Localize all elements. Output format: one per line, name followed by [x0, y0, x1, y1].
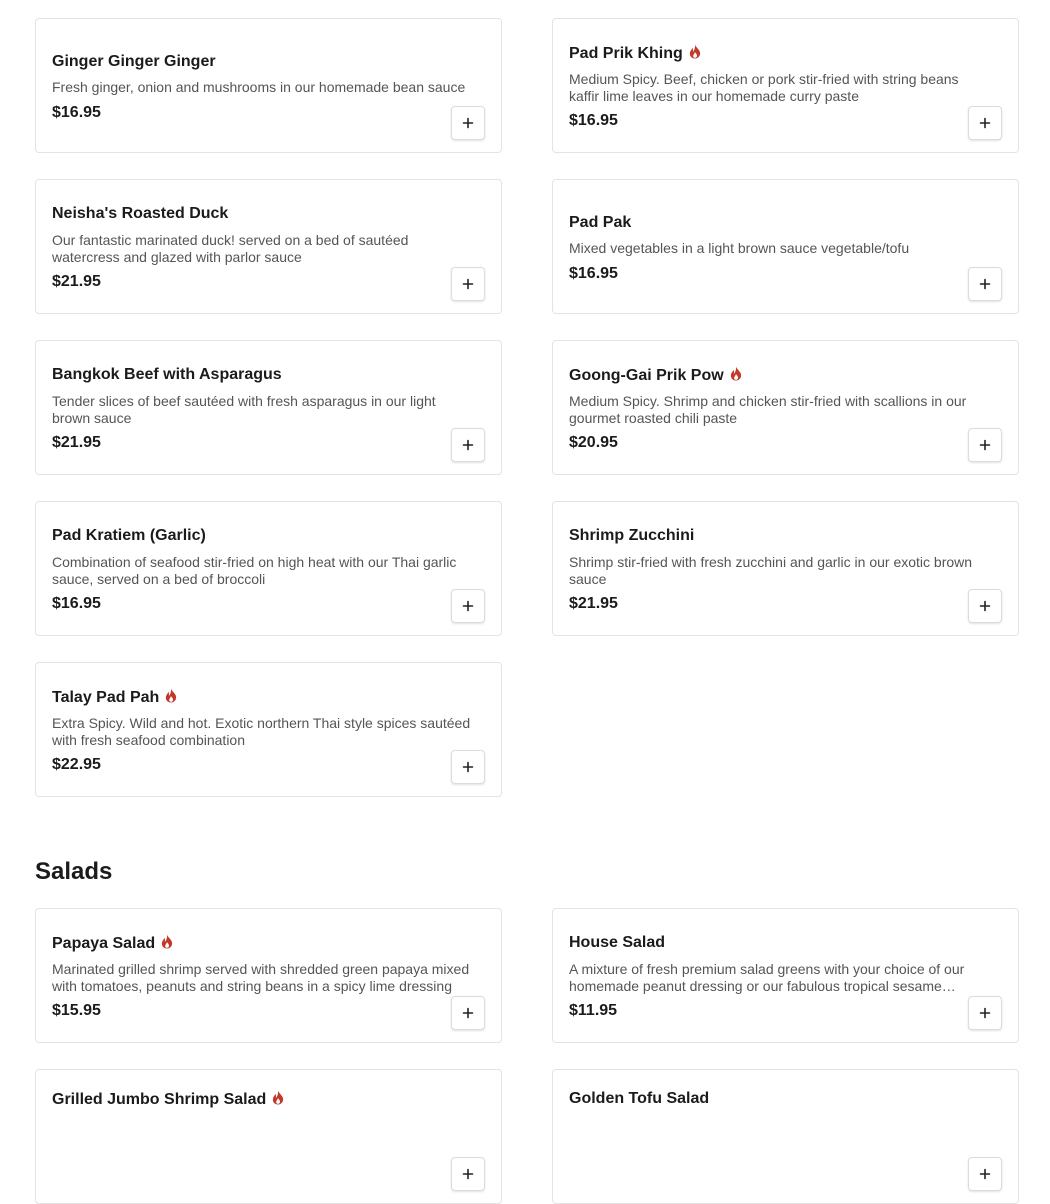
add-to-cart-button[interactable]: [451, 106, 485, 140]
add-to-cart-button[interactable]: [451, 589, 485, 623]
menu-item-price: $22.95: [52, 756, 101, 773]
menu-item-card-house-salad[interactable]: [552, 908, 1019, 1043]
menu-item-name: [52, 934, 173, 954]
menu-item-name-text: Pad Prik Khing: [569, 45, 683, 62]
menu-item-card-bangkok-beef-with-asparagus[interactable]: [35, 340, 502, 475]
menu-item-description: Medium Spicy. Beef, chicken or pork stir-fried with string beans kaffir lime leaves in our homemade curry paste: [569, 71, 959, 104]
menu-item-price: $16.95: [569, 112, 618, 129]
flame-icon: [689, 44, 701, 64]
menu-item-card-talay-pad-pah[interactable]: [35, 662, 502, 797]
menu-item-card-pad-kratiem-garlic[interactable]: [35, 501, 502, 636]
flame-icon: [165, 688, 177, 708]
menu-item-name-text: Neisha's Roasted Duck: [52, 205, 229, 222]
menu-item-name-text: Ginger Ginger Ginger: [52, 53, 216, 70]
add-to-cart-button[interactable]: [451, 750, 485, 784]
menu-item-card-pad-pak[interactable]: [552, 179, 1019, 314]
menu-item-description: Tender slices of beef sautéed with fresh asparagus in our light brown sauce: [52, 393, 436, 426]
add-to-cart-button[interactable]: [451, 1157, 485, 1191]
menu-item-price: $16.95: [52, 595, 101, 612]
menu-item-name-text: Papaya Salad: [52, 935, 156, 952]
flame-icon: [161, 934, 173, 954]
menu-item-name-text: Goong-Gai Prik Pow: [569, 367, 724, 384]
plus-icon: [979, 1168, 991, 1180]
plus-icon: [462, 278, 474, 290]
add-to-cart-button[interactable]: [968, 589, 1002, 623]
menu-item-name: [52, 527, 206, 545]
add-to-cart-button[interactable]: [968, 428, 1002, 462]
menu-item-name: [52, 366, 282, 384]
menu-item-description: A mixture of fresh premium salad greens with your choice of our homemade peanut dressing or our fabulous tropical sesame: [569, 961, 965, 994]
menu-item-price: $21.95: [569, 595, 618, 612]
plus-icon: [462, 117, 474, 129]
plus-icon: [979, 278, 991, 290]
menu-item-name-text: Shrimp Zucchini: [569, 527, 695, 544]
add-to-cart-button[interactable]: [968, 1157, 1002, 1191]
menu-item-name-text: Grilled Jumbo Shrimp Salad: [52, 1091, 267, 1108]
menu-item-description: Fresh ginger, onion and mushrooms in our homemade bean sauce: [52, 79, 466, 95]
menu-item-description: Marinated grilled shrimp served with shredded green papaya mixed with tomatoes, peanuts and string beans in a spicy lime dressing: [52, 961, 470, 994]
menu-item-card-golden-tofu-salad[interactable]: [552, 1069, 1019, 1204]
menu-item-price: $16.95: [52, 104, 101, 121]
plus-icon: [462, 1007, 474, 1019]
menu-item-description: Medium Spicy. Shrimp and chicken stir-fried with scallions in our gourmet roasted chili paste: [569, 393, 967, 426]
plus-icon: [462, 1168, 474, 1180]
add-to-cart-button[interactable]: [968, 106, 1002, 140]
menu-item-name-text: Pad Kratiem (Garlic): [52, 527, 206, 544]
menu-item-name-text: House Salad: [569, 934, 666, 951]
menu-item-card-shrimp-zucchini[interactable]: [552, 501, 1019, 636]
add-to-cart-button[interactable]: [451, 267, 485, 301]
menu-item-description: Our fantastic marinated duck! served on a bed of sautéed watercress and glazed with parlor sauce: [52, 232, 409, 265]
menu-item-description: Combination of seafood stir-fried on high heat with our Thai garlic sauce, served on a bed of broccoli: [52, 554, 457, 587]
menu-item-name: [569, 527, 694, 545]
menu-item-name: [52, 205, 228, 223]
add-to-cart-button[interactable]: [451, 996, 485, 1030]
menu-item-price: $11.95: [569, 1002, 618, 1019]
flame-icon: [730, 366, 742, 386]
menu-item-name-text: Golden Tofu Salad: [569, 1090, 710, 1107]
menu-item-description: Mixed vegetables in a light brown sauce vegetable/tofu: [569, 240, 910, 256]
add-to-cart-button[interactable]: [968, 267, 1002, 301]
menu-item-name: [52, 53, 216, 71]
menu-item-name: [569, 1090, 709, 1108]
menu-item-name: [569, 214, 631, 232]
menu-item-card-grilled-jumbo-shrimp-salad[interactable]: [35, 1069, 502, 1204]
menu-item-name-text: Pad Pak: [569, 214, 632, 231]
menu-item-description: Extra Spicy. Wild and hot. Exotic northern Thai style spices sautéed with fresh seafood combination: [52, 715, 471, 748]
plus-icon: [979, 117, 991, 129]
menu-item-card-neisha-s-roasted-duck[interactable]: [35, 179, 502, 314]
menu-item-name: [52, 688, 177, 708]
plus-icon: [462, 439, 474, 451]
menu-item-price: $21.95: [52, 434, 101, 451]
menu-item-name: [569, 934, 665, 952]
menu-item-price: $21.95: [52, 273, 101, 290]
plus-icon: [979, 439, 991, 451]
menu-item-name-text: Talay Pad Pah: [52, 689, 160, 706]
menu-item-card-pad-prik-khing[interactable]: [552, 18, 1019, 153]
flame-icon: [272, 1090, 284, 1110]
section-title-salads: Salads: [35, 858, 113, 885]
menu-item-card-goong-gai-prik-pow[interactable]: [552, 340, 1019, 475]
add-to-cart-button[interactable]: [968, 996, 1002, 1030]
menu-item-name-text: Bangkok Beef with Asparagus: [52, 366, 282, 383]
menu-item-card-ginger-ginger-ginger[interactable]: [35, 18, 502, 153]
menu-item-name: [52, 1090, 284, 1110]
menu-item-description: Shrimp stir-fried with fresh zucchini and garlic in our exotic brown sauce: [569, 554, 973, 587]
menu-item-price: $15.95: [52, 1002, 101, 1019]
menu-item-price: $16.95: [569, 265, 618, 282]
menu-item-price: $20.95: [569, 434, 618, 451]
add-to-cart-button[interactable]: [451, 428, 485, 462]
menu-item-card-papaya-salad[interactable]: [35, 908, 502, 1043]
plus-icon: [979, 600, 991, 612]
plus-icon: [462, 761, 474, 773]
plus-icon: [979, 1007, 991, 1019]
menu-item-name: [569, 44, 701, 64]
menu-item-name: [569, 366, 742, 386]
plus-icon: [462, 600, 474, 612]
